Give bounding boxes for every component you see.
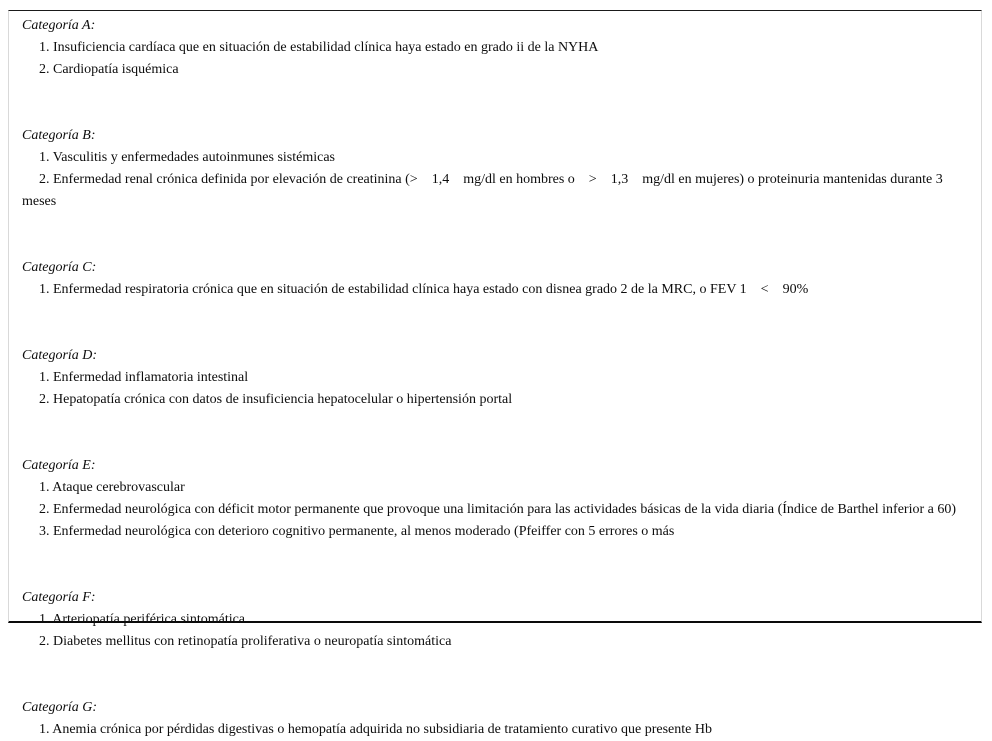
category-block-d: [22, 345, 968, 411]
category-block-g: [22, 697, 968, 741]
category-block-e: [22, 455, 968, 543]
category-heading: Categoría E:: [22, 458, 96, 473]
list-item: 2. Cardiopatía isquémica: [39, 62, 179, 77]
list-item: 2. Diabetes mellitus con retinopatía proliferativa o neuropatía sintomática: [39, 634, 452, 649]
category-heading: Categoría F:: [22, 590, 96, 605]
list-item: 1. Enfermedad inflamatoria intestinal: [39, 370, 249, 385]
list-item: 1. Anemia crónica por pérdidas digestivas o hemopatía adquirida no subsidiaria de tratamiento curativo que presente Hb: [39, 722, 712, 737]
list-item: 1. Enfermedad respiratoria crónica que en situación de estabilidad clínica haya estado con disnea grado 2 de la MRC, o FEV 1 < 90%: [39, 282, 809, 297]
category-heading: Categoría B:: [22, 128, 96, 143]
criteria-table: [8, 10, 982, 737]
category-heading: Categoría G:: [22, 700, 98, 715]
list-item: 2. Enfermedad neurológica con déficit motor permanente que provoque una limitación para las actividades básicas de la vida diaria (Índice de Barthel inferior a 60): [39, 502, 957, 517]
category-heading: Categoría C:: [22, 260, 97, 275]
category-block-b: [22, 125, 968, 213]
list-item: 1. Arteriopatía periférica sintomática: [39, 612, 246, 627]
list-item: 3. Enfermedad neurológica con deterioro cognitivo permanente, al menos moderado (Pfeiffer con 5 errores o más: [39, 524, 675, 539]
category-block-a: [22, 15, 968, 81]
list-item: 1. Ataque cerebrovascular: [39, 480, 185, 495]
category-heading: Categoría A:: [22, 18, 96, 33]
category-block-c: [22, 257, 968, 301]
category-block-f: [22, 587, 968, 653]
list-item: 1. Insuficiencia cardíaca que en situación de estabilidad clínica haya estado en grado ii de la NYHA: [39, 40, 599, 55]
list-item: 2. Hepatopatía crónica con datos de insuficiencia hepatocelular o hipertensión portal: [39, 392, 513, 407]
list-item: 2. Enfermedad renal crónica definida por elevación de creatinina (> 1,4 mg/dl en hombres o > 1,3 mg/dl en mujeres) o proteinuria mantenidas durante 3 meses: [22, 172, 947, 209]
category-heading: Categoría D:: [22, 348, 98, 363]
list-item: 1. Vasculitis y enfermedades autoinmunes sistémicas: [39, 150, 336, 165]
